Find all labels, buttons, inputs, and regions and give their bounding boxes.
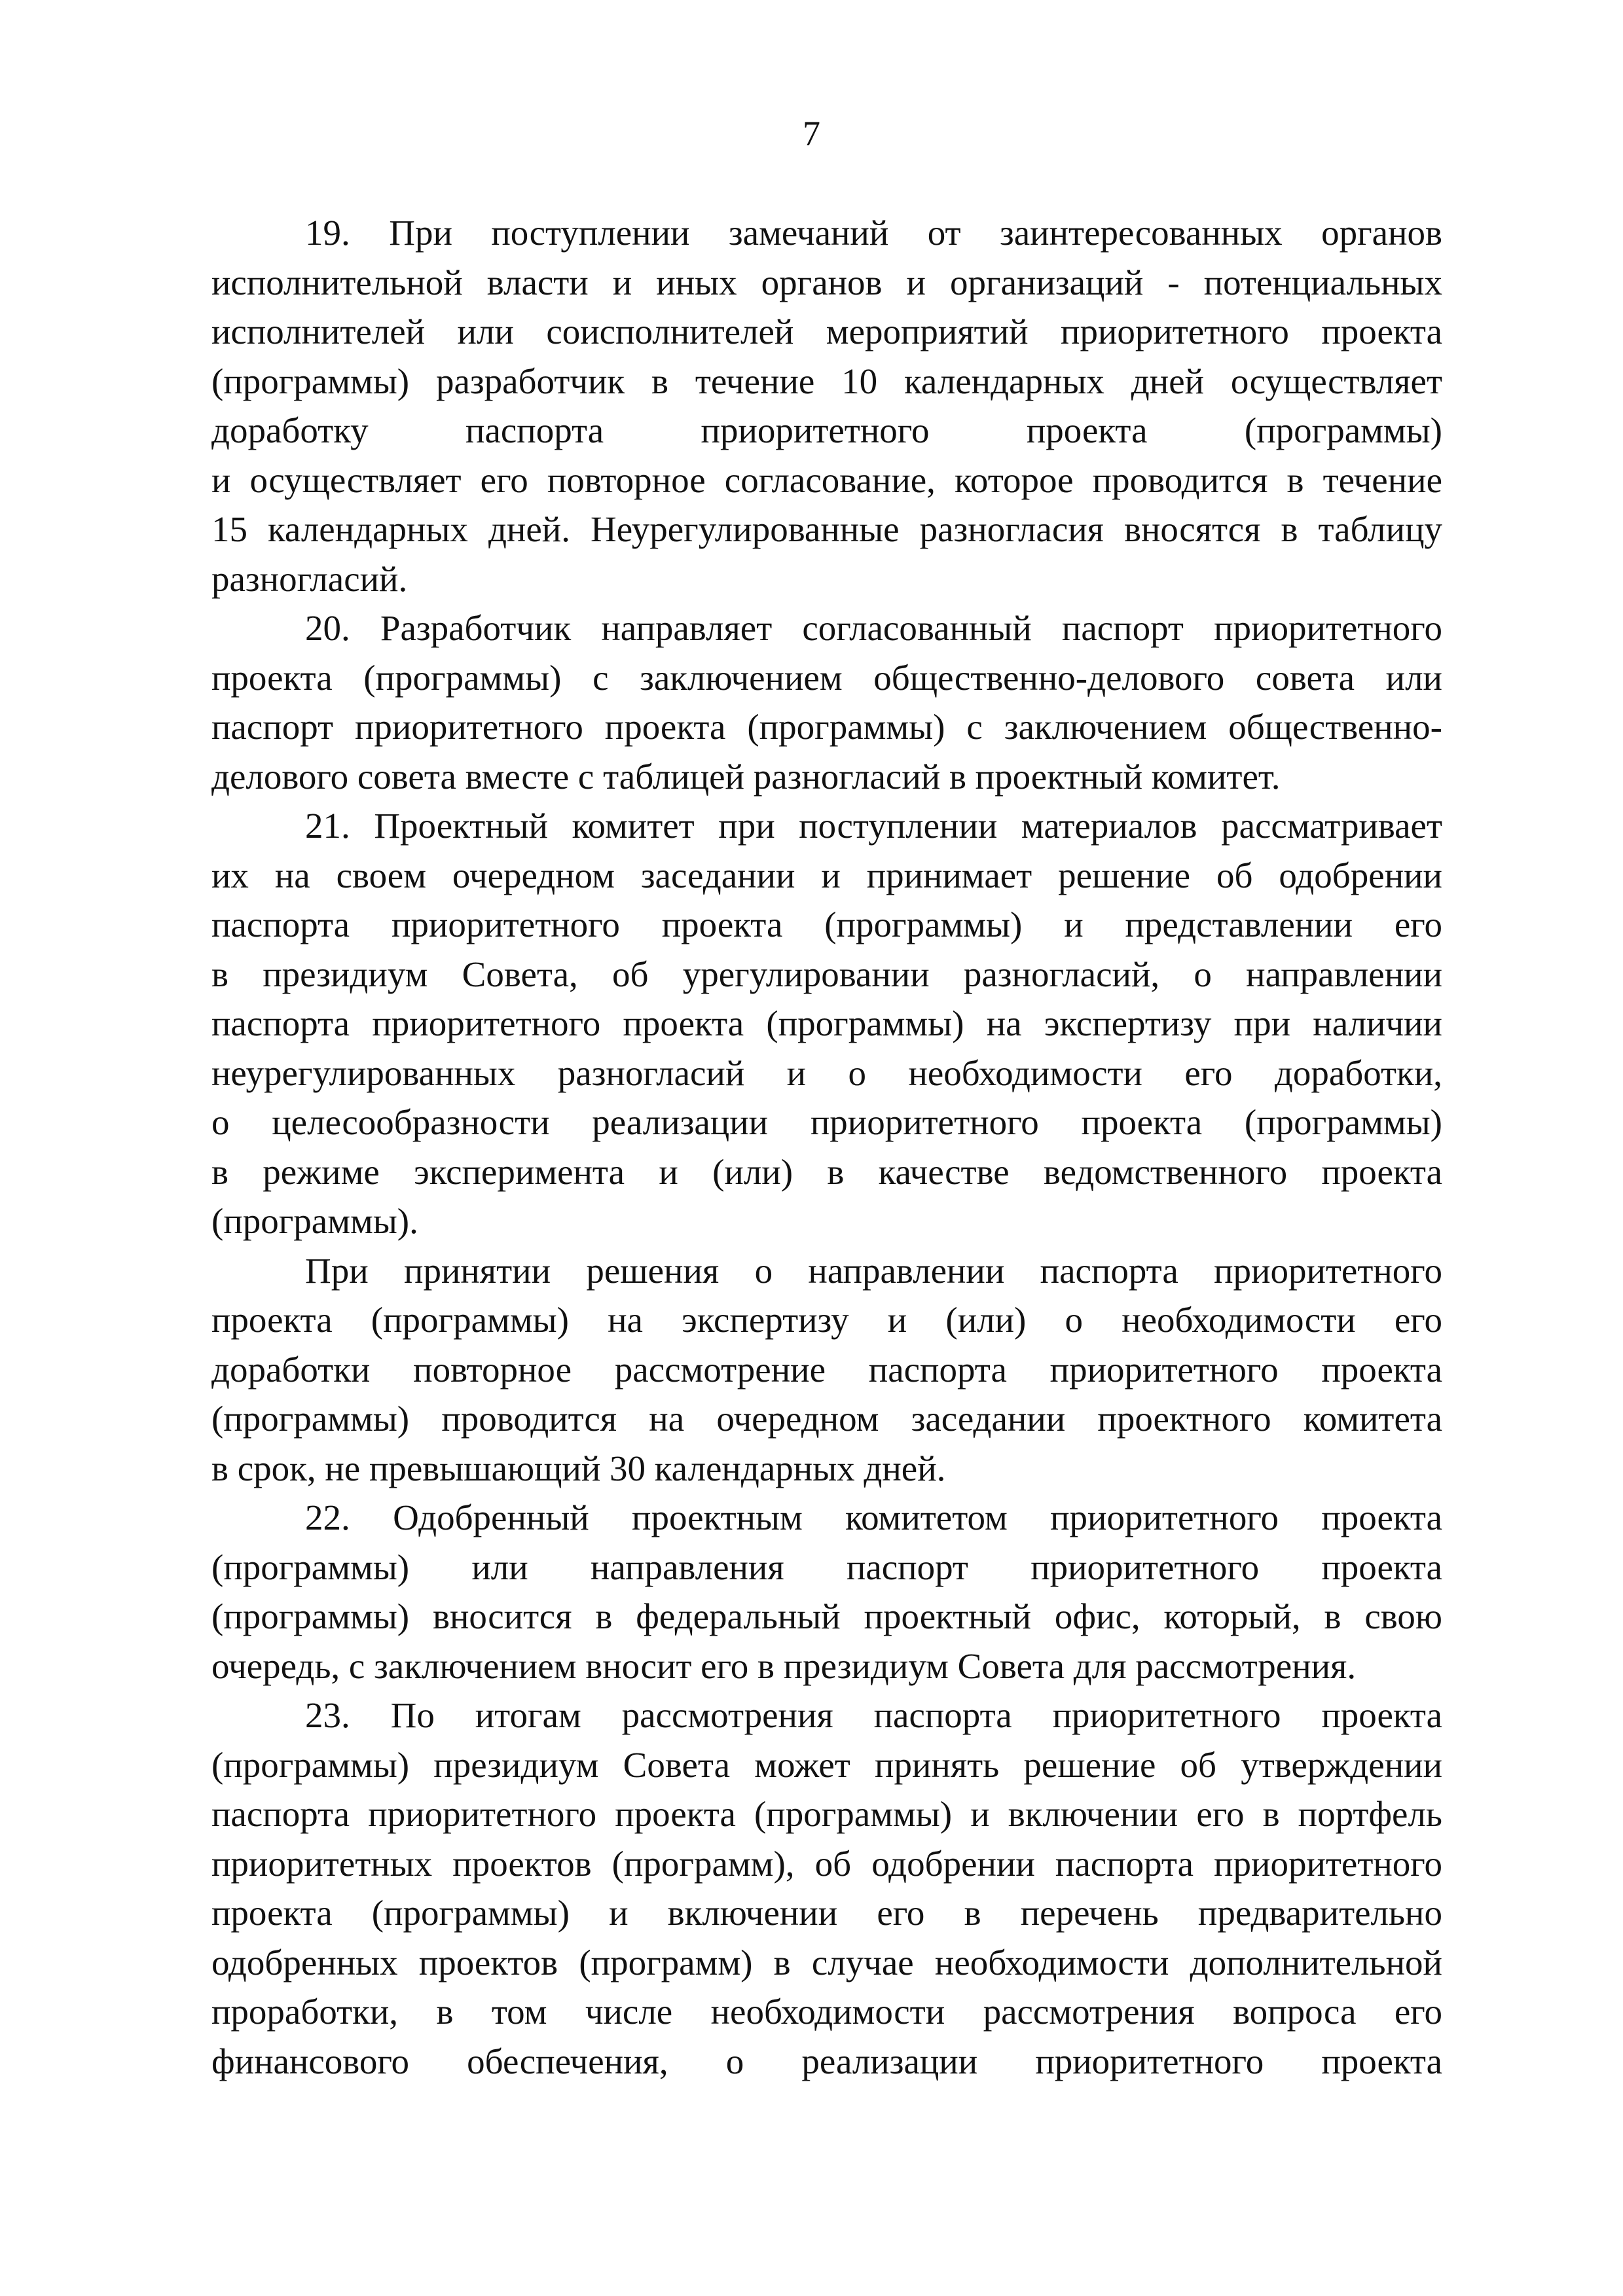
text-line: проработки, в том числе необходимости рассмотрения вопроса его [211, 1992, 1442, 2032]
paragraph-21-continuation [211, 1246, 1442, 1494]
text-line: и осуществляет его повторное согласование, которое проводится в течение [211, 459, 1442, 500]
text-line: При принятии решения о направлении паспорта приоритетного [305, 1250, 1442, 1291]
text-line: (программы) проводится на очередном заседании проектного комитета [211, 1399, 1442, 1439]
text-line: в президиум Совета, об урегулировании разногласий, о направлении [211, 954, 1442, 994]
paragraph-22 [211, 1493, 1442, 1691]
text-line: (программы). [211, 1201, 418, 1241]
text-line: (программы) разработчик в течение 10 календарных дней осуществляет [211, 361, 1442, 401]
text-line: паспорта приоритетного проекта (программы) на экспертизу при наличии [211, 1003, 1442, 1043]
text-line: исполнителей или соисполнителей мероприятий приоритетного проекта [211, 312, 1442, 351]
text-line: проекта (программы) на экспертизу и (или) о необходимости его [211, 1300, 1442, 1340]
text-line: паспорт приоритетного проекта (программы) с заключением общественно- [211, 707, 1442, 747]
text-line: 15 календарных дней. Неурегулированные разногласия вносятся в таблицу [211, 509, 1442, 549]
paragraph-21 [211, 801, 1442, 1246]
text-line: паспорта приоритетного проекта (программы) и включении его в портфель [211, 1794, 1442, 1834]
text-line: 22. Одобренный проектным комитетом приоритетного проекта [305, 1498, 1442, 1537]
text-line: о целесообразности реализации приоритетного проекта (программы) [211, 1102, 1442, 1142]
text-line: 20. Разработчик направляет согласованный паспорт приоритетного [305, 608, 1442, 648]
text-line: паспорта приоритетного проекта (программы) и представлении его [211, 905, 1442, 944]
document-body [211, 208, 1442, 2086]
text-line: доработки повторное рассмотрение паспорта приоритетного проекта [211, 1349, 1442, 1390]
text-line: 21. Проектный комитет при поступлении материалов рассматривает [305, 806, 1442, 846]
text-line: их на своем очередном заседании и принимает решение об одобрении [211, 855, 1442, 895]
text-line: в режиме эксперимента и (или) в качестве ведомственного проекта [211, 1151, 1442, 1192]
text-line: исполнительной власти и иных органов и организаций - потенциальных [211, 262, 1442, 302]
text-line: (программы) или направления паспорт приоритетного проекта [211, 1547, 1442, 1587]
text-line: неурегулированных разногласий и о необходимости его доработки, [211, 1052, 1442, 1093]
paragraph-19 [211, 208, 1442, 603]
text-line: финансового обеспечения, о реализации приоритетного проекта [211, 2041, 1442, 2081]
text-line: в срок, не превышающий 30 календарных дней. [211, 1448, 946, 1488]
text-line: одобренных проектов (программ) в случае необходимости дополнительной [211, 1942, 1442, 1982]
text-line: приоритетных проектов (программ), об одобрении паспорта приоритетного [211, 1843, 1442, 1884]
text-line: проекта (программы) с заключением общественно-делового совета или [211, 657, 1442, 698]
text-line: доработку паспорта приоритетного проекта (программы) [211, 410, 1442, 450]
text-line: 19. При поступлении замечаний от заинтересованных органов [305, 213, 1442, 253]
text-line: разногласий. [211, 558, 408, 599]
text-line: (программы) президиум Совета может принять решение об утверждении [211, 1744, 1442, 1785]
text-line: 23. По итогам рассмотрения паспорта приоритетного проекта [305, 1695, 1442, 1735]
text-line: делового совета вместе с таблицей разногласий в проектный комитет. [211, 756, 1281, 797]
paragraph-20 [211, 603, 1442, 801]
text-line: (программы) вносится в федеральный проектный офис, который, в свою [211, 1596, 1442, 1636]
text-line: проекта (программы) и включении его в перечень предварительно [211, 1893, 1442, 1933]
text-line: очередь, с заключением вносит его в президиум Совета для рассмотрения. [211, 1645, 1357, 1686]
page-number: 7 [803, 114, 820, 153]
paragraph-23 [211, 1691, 1442, 2086]
